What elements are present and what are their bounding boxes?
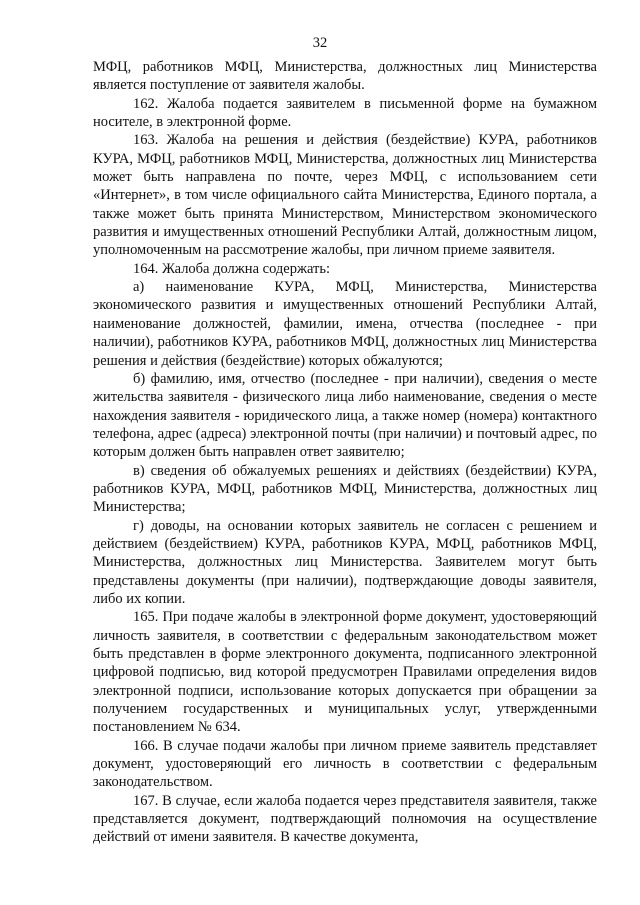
page-number: 32 <box>312 35 328 51</box>
paragraph-164-a: а) наименование КУРА, МФЦ, Министерства, Министерства экономического развития и имущественных отношений Республики Алтай, наименование должностей, фамилии, имена, отчества (последнее - при наличии), работников КУРА, работников МФЦ, должностных лиц Министерства решения и действия (бездействие) которых обжалуются; <box>93 279 597 369</box>
paragraph-continuation: МФЦ, работников МФЦ, Министерства, должностных лиц Министерства является поступление от заявителя жалобы. <box>93 59 597 94</box>
paragraph-164-g: г) доводы, на основании которых заявитель не согласен с решением и действием (бездействием) КУРА, работников КУРА, МФЦ, работников МФЦ, Министерства, должностных лиц Министерства. Заявителем могут быть представлены документы (при наличии), подтверждающие доводы заявителя, либо их копии. <box>93 517 597 607</box>
paragraph-164-v: в) сведения об обжалуемых решениях и действиях (бездействии) КУРА, работников КУРА, МФЦ, работников МФЦ, Министерства, должностных лиц Министерства; <box>93 462 597 516</box>
document-body <box>93 58 597 847</box>
paragraph-162: 162. Жалоба подается заявителем в письменной форме на бумажном носителе, в электронной форме. <box>93 95 597 131</box>
paragraph-166: 166. В случае подачи жалобы при личном приеме заявитель представляет документ, удостоверяющий его личность в соответствии с федеральным законодательством. <box>93 737 597 791</box>
paragraph-165: 165. При подаче жалобы в электронной форме документ, удостоверяющий личность заявителя, в соответствии с федеральным законодательством может быть представлен в форме электронного документа, подписанного электронной цифровой подписью, вид которой предусмотрен Правилами определения видов электронной подписи, использование которых допускается при обращении за получением государственных и муниципальных услуг, утвержденными постановлением № 634. <box>93 609 597 736</box>
paragraph-167: 167. В случае, если жалоба подается через представителя заявителя, также представляется документ, подтверждающий полномочия на осуществление действий от имени заявителя. В качестве документа, <box>93 792 597 846</box>
paragraph-164-b: б) фамилию, имя, отчество (последнее - при наличии), сведения о месте жительства заявителя - физического лица либо наименование, сведения о месте нахождения заявителя - юридического лица, а также номер (номера) контактного телефона, адрес (адреса) электронной почты (при наличии) и почтовый адрес, по которым должен быть направлен ответ заявителю; <box>93 370 597 461</box>
paragraph-163: 163. Жалоба на решения и действия (бездействие) КУРА, работников КУРА, МФЦ, работников МФЦ, Министерства, должностных лиц Министерства может быть направлена по почте, через МФЦ, с использованием сети «Интернет», в том числе официального сайта Министерства, Единого портала, а также может быть принята Министерством, Министерством экономического развития и имущественных отношений Республики Алтай, должностным лицом, уполномоченным на рассмотрение жалобы, при личном приеме заявителя. <box>93 132 597 259</box>
paragraph-164: 164. Жалоба должна содержать: <box>133 260 331 277</box>
